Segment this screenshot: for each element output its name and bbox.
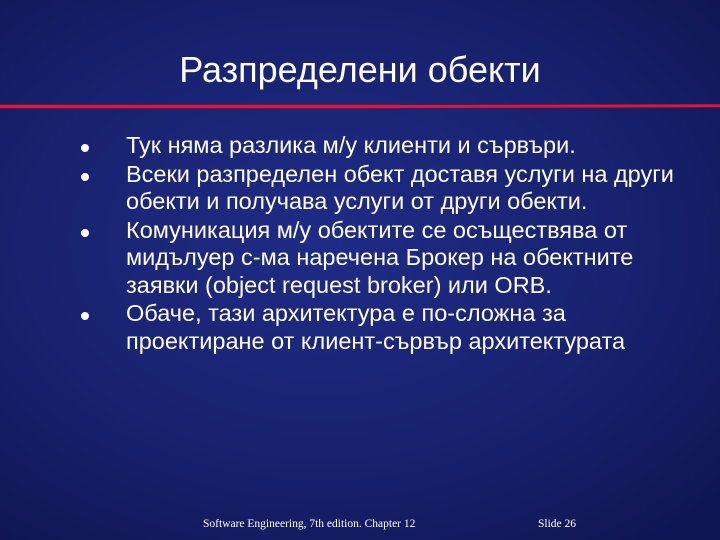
bullet-text: Комуникация м/у обектите се осъществява от мидълуер с-ма наречена Брокер на обектните заявки (object request broker) или ORB. (126, 216, 634, 298)
bullet-item (0, 300, 720, 355)
title-divider (0, 102, 720, 110)
bullet-dot-icon (81, 229, 89, 237)
footer-course-label: Software Engineering, 7th edition. Chapter 12 (203, 518, 416, 530)
bullet-item (0, 132, 720, 160)
bullet-dot-icon (81, 144, 89, 152)
footer-slide-number: Slide 26 (538, 518, 577, 530)
bullet-dot-icon (81, 312, 89, 320)
bullet-dot-icon (81, 173, 89, 181)
bullet-list (0, 132, 720, 356)
bullet-item (0, 217, 720, 300)
slide-title: Разпределени обекти (179, 49, 541, 90)
bullet-text: Всеки разпределен обект доставя услуги на други обекти и получава услуги от други обекти. (126, 160, 674, 214)
bullet-item (0, 161, 720, 216)
bullet-text: Обаче, тази архитектура е по-сложна за проектиране от клиент-сървър архитектурата (126, 300, 626, 354)
bullet-text: Тук няма разлика м/у клиенти и сървъри. (126, 132, 576, 158)
